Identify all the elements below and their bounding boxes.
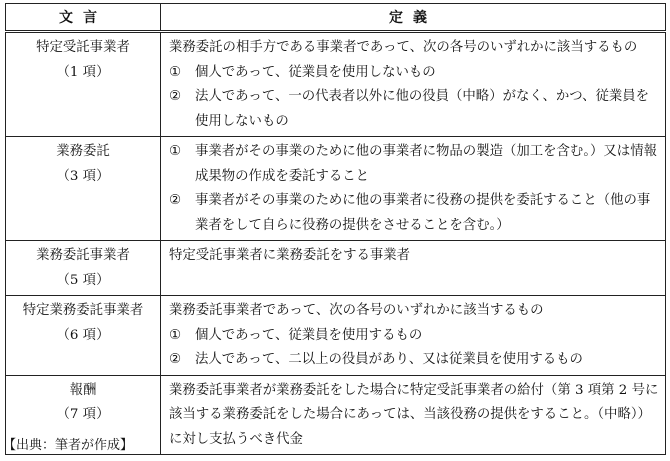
term-cell bbox=[6, 32, 161, 137]
item-text: 個人であって、従業員を使用しないもの bbox=[195, 64, 436, 80]
definition-item bbox=[169, 61, 661, 86]
definition-item bbox=[169, 189, 661, 238]
term-clause: （6 項） bbox=[56, 327, 110, 343]
term-cell bbox=[6, 241, 161, 296]
definition-lead: 業務委託事業者であって、次の各号のいずれかに該当するもの bbox=[169, 303, 544, 318]
item-text: 成果物の作成を委託すること bbox=[195, 168, 370, 184]
definition-cell bbox=[161, 32, 666, 137]
term-label: 業務委託事業者 bbox=[36, 248, 130, 263]
item-text: 法人であって、一の代表者以外に他の役員（中略）がなく、かつ、従業員を bbox=[195, 89, 650, 104]
table-header-row bbox=[6, 4, 666, 32]
term-clause: （5 項） bbox=[56, 272, 110, 288]
item-number: ② bbox=[169, 193, 182, 208]
table-row bbox=[6, 32, 666, 137]
item-text: 事業者がその事業のために他の事業者に物品の製造（加工を含む。）又は情報 bbox=[195, 144, 657, 159]
definition-lead: に対し支払うべき代金 bbox=[169, 431, 303, 447]
term-clause: （7 項） bbox=[56, 407, 110, 422]
item-number: ② bbox=[169, 352, 182, 367]
item-number: ① bbox=[169, 327, 182, 343]
table-row bbox=[6, 137, 666, 241]
source-note: 【出典：筆者が作成】 bbox=[3, 438, 134, 453]
term-cell bbox=[6, 137, 161, 241]
definition-lead: 該当する業務委託をした場合にあっては、当該役務の提供をすること。（中略）） bbox=[169, 407, 651, 422]
term-label: 特定業務委託事業者 bbox=[22, 303, 144, 318]
definition-lead: 特定受託事業者に業務委託をする事業者 bbox=[169, 248, 411, 263]
term-clause: （1 項） bbox=[56, 64, 110, 80]
term-label: 報酬 bbox=[69, 382, 97, 398]
item-text: 個人であって、従業員を使用するもの bbox=[195, 327, 423, 343]
definitions-table bbox=[5, 3, 666, 455]
item-number: ② bbox=[169, 89, 182, 104]
definition-lead: 業務委託事業者が業務委託をした場合に特定受託事業者の給付（第 3 項第 2 号に bbox=[169, 382, 659, 398]
table-row bbox=[6, 296, 666, 376]
definition-item bbox=[169, 140, 661, 189]
definition-cell bbox=[161, 137, 666, 241]
definition-cell bbox=[161, 296, 666, 376]
definition-lead: 業務委託の相手方である事業者であって、次の各号のいずれかに該当するもの bbox=[169, 40, 638, 55]
term-clause: （3 項） bbox=[56, 168, 110, 184]
term-label: 特定受託事業者 bbox=[36, 40, 130, 55]
item-text: 事業者がその事業のために他の事業者に役務の提供を委託すること（他の事 bbox=[195, 193, 651, 208]
term-label: 業務委託 bbox=[56, 144, 110, 159]
header-term: 文言 bbox=[6, 4, 161, 32]
definition-item bbox=[169, 85, 661, 134]
definition-item bbox=[169, 324, 661, 349]
definition-cell bbox=[161, 375, 666, 455]
item-number: ① bbox=[169, 64, 182, 80]
table-row bbox=[6, 241, 666, 296]
header-definition: 定義 bbox=[161, 4, 666, 32]
term-cell bbox=[6, 296, 161, 376]
definition-item bbox=[169, 348, 661, 373]
item-text: 法人であって、二以上の役員があり、又は従業員を使用するもの bbox=[195, 352, 583, 367]
item-text: 業者をして自らに役務の提供をさせることを含む。） bbox=[195, 217, 510, 233]
item-text: 使用しないもの bbox=[195, 113, 289, 129]
definition-cell bbox=[161, 241, 666, 296]
item-number: ① bbox=[169, 144, 182, 159]
